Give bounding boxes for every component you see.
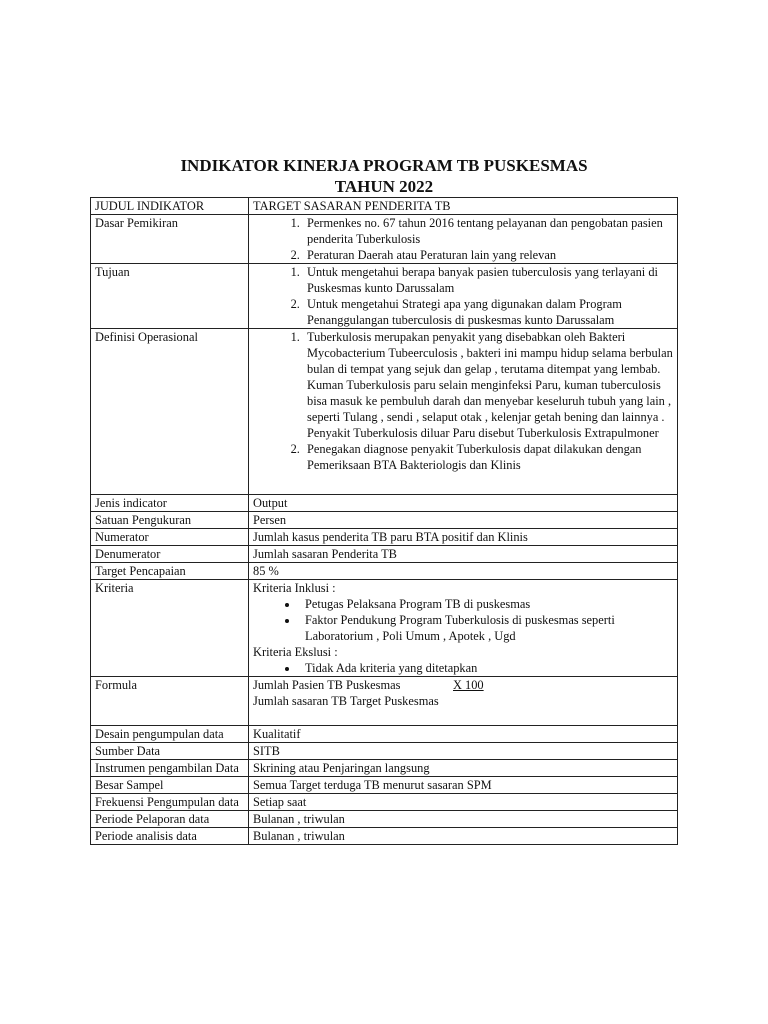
document-title: INDIKATOR KINERJA PROGRAM TB PUSKESMAS	[180, 156, 588, 175]
table-row	[91, 743, 678, 760]
row-label: Satuan Pengukuran	[91, 512, 249, 529]
table-row	[91, 546, 678, 563]
row-value	[249, 329, 678, 495]
row-label: Formula	[91, 677, 249, 726]
row-label: Frekuensi Pengumpulan data	[91, 794, 249, 811]
row-label: Instrumen pengambilan Data	[91, 760, 249, 777]
row-label: Kriteria	[91, 580, 249, 677]
row-label: JUDUL INDIKATOR	[91, 198, 249, 215]
row-value: Semua Target terduga TB menurut sasaran SPM	[249, 777, 678, 794]
table-row	[91, 264, 678, 329]
formula-multiplier: X 100	[453, 678, 484, 692]
row-label: Besar Sampel	[91, 777, 249, 794]
row-value: Persen	[249, 512, 678, 529]
row-value	[249, 215, 678, 264]
table-row	[91, 329, 678, 495]
row-label: Periode analisis data	[91, 828, 249, 845]
table-row	[91, 512, 678, 529]
row-label: Numerator	[91, 529, 249, 546]
table-row	[91, 563, 678, 580]
bullet-list	[253, 596, 673, 644]
row-label: Definisi Operasional	[91, 329, 249, 495]
table-row	[91, 726, 678, 743]
document-year: TAHUN 2022	[334, 177, 434, 196]
table-row	[91, 794, 678, 811]
list-item: • Tidak Ada kriteria yang ditetapkan	[299, 660, 673, 676]
table-row	[91, 198, 678, 215]
row-label: Sumber Data	[91, 743, 249, 760]
row-value: Skrining atau Penjaringan langsung	[249, 760, 678, 777]
numbered-list	[253, 215, 673, 263]
row-value: Bulanan , triwulan	[249, 811, 678, 828]
row-value: Jumlah kasus penderita TB paru BTA positif dan Klinis	[249, 529, 678, 546]
list-item: 2. Peraturan Daerah atau Peraturan lain yang relevan	[303, 247, 673, 263]
row-label: Target Pencapaian	[91, 563, 249, 580]
bullet-list	[253, 660, 673, 676]
list-item: 1. Untuk mengetahui berapa banyak pasien tuberculosis yang terlayani di Puskesmas kunto Darussalam	[303, 264, 673, 296]
row-value: Kualitatif	[249, 726, 678, 743]
table-row	[91, 580, 678, 677]
table-row	[91, 215, 678, 264]
row-value: Output	[249, 495, 678, 512]
row-value	[249, 677, 678, 726]
row-label: Desain pengumpulan data	[91, 726, 249, 743]
indicator-table	[90, 197, 678, 845]
list-item: 2. Untuk mengetahui Strategi apa yang digunakan dalam Program Penanggulangan tuberculosis di puskesmas kunto Darussalam	[303, 296, 673, 328]
eksklusi-label: Kriteria Ekslusi :	[253, 645, 338, 659]
list-item: • Faktor Pendukung Program Tuberkulosis di puskesmas seperti Laboratorium , Poli Umum , Apotek , Ugd	[299, 612, 673, 644]
list-item: • Petugas Pelaksana Program TB di puskesmas	[299, 596, 673, 612]
row-label: Dasar Pemikiran	[91, 215, 249, 264]
list-item: 1. Permenkes no. 67 tahun 2016 tentang pelayanan dan pengobatan pasien penderita Tuberkulosis	[303, 215, 673, 247]
row-value: Bulanan , triwulan	[249, 828, 678, 845]
row-label: Tujuan	[91, 264, 249, 329]
list-item: 1. Tuberkulosis merupakan penyakit yang disebabkan oleh Bakteri Mycobacterium Tubeerculosis , bakteri ini mampu hidup selama berbulan bulan di tempat yang sejuk dan gelap , terutama ditempat yang lembab. Kuman Tuberkulosis paru selain menginfeksi Paru, kuman tuberculosis bisa masuk ke pembuluh darah dan menyebar keseluruh tubuh yang lain , seperti Tulang , sendi , selaput otak , kelenjar getah bening dan lainnya . Penyakit Tuberkulosis diluar Paru disebut Tuberkulosis Extrapulmoner	[303, 329, 673, 441]
row-value	[249, 580, 678, 677]
formula-numerator-line	[253, 677, 673, 693]
row-value	[249, 264, 678, 329]
row-value: SITB	[249, 743, 678, 760]
row-label: Periode Pelaporan data	[91, 811, 249, 828]
row-label: Jenis indicator	[91, 495, 249, 512]
row-value: TARGET SASARAN PENDERITA TB	[249, 198, 678, 215]
table-row	[91, 811, 678, 828]
formula-denominator: Jumlah sasaran TB Target Puskesmas	[253, 694, 439, 708]
list-item: 2. Penegakan diagnose penyakit Tuberkulosis dapat dilakukan dengan Pemeriksaan BTA Bakteriologis dan Klinis	[303, 441, 673, 473]
table-row	[91, 777, 678, 794]
table-row	[91, 760, 678, 777]
row-value: 85 %	[249, 563, 678, 580]
row-value: Setiap saat	[249, 794, 678, 811]
table-row	[91, 677, 678, 726]
formula-numerator: Jumlah Pasien TB Puskesmas	[253, 678, 401, 692]
inklusi-label: Kriteria Inklusi :	[253, 581, 336, 595]
row-label: Denumerator	[91, 546, 249, 563]
numbered-list	[253, 329, 673, 473]
row-value: Jumlah sasaran Penderita TB	[249, 546, 678, 563]
table-row	[91, 529, 678, 546]
table-row	[91, 828, 678, 845]
numbered-list	[253, 264, 673, 328]
table-row	[91, 495, 678, 512]
